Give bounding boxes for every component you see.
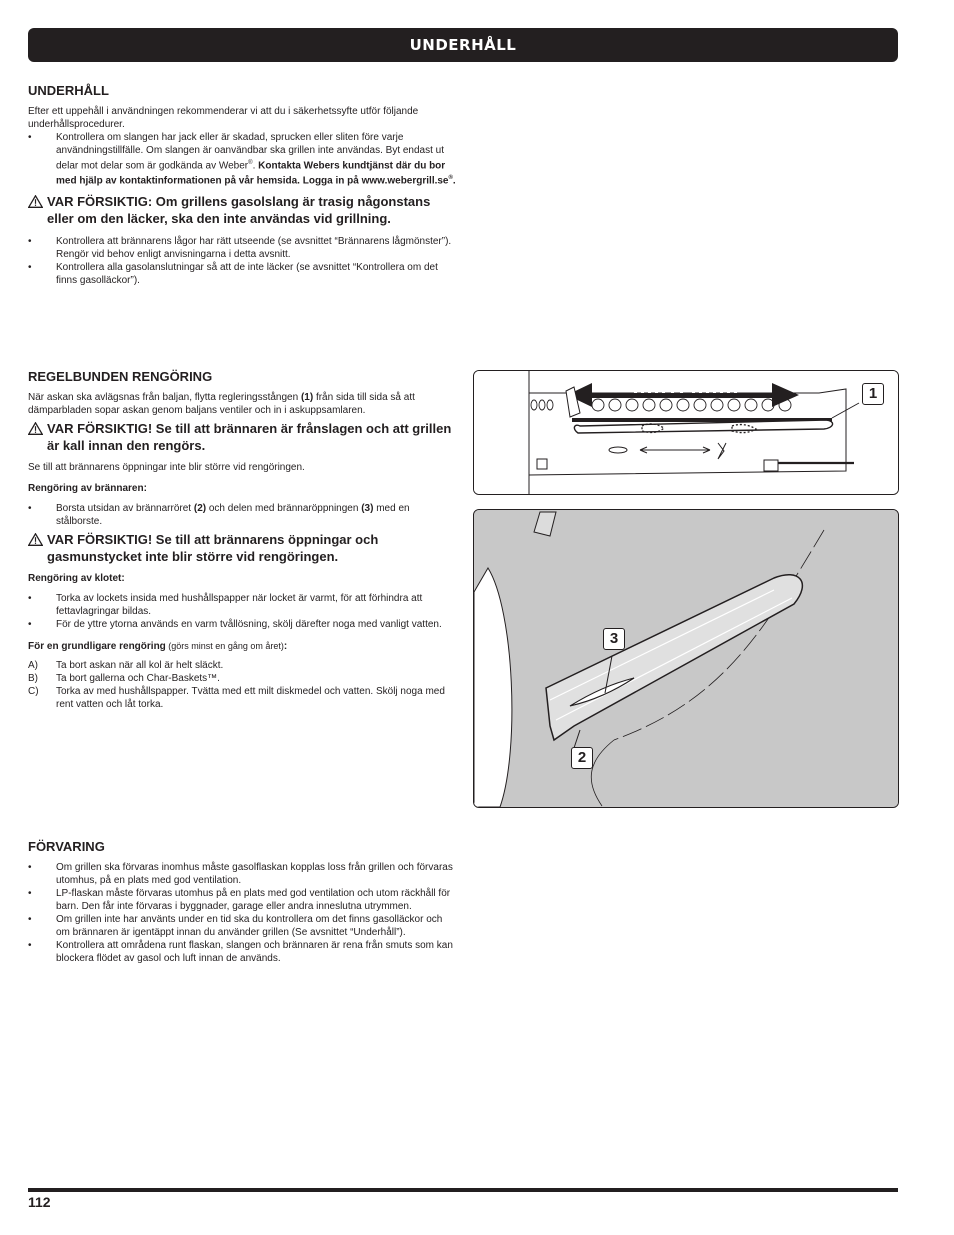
step-letter: B) (28, 673, 38, 684)
list-item: • Kontrollera alla gasolanslutningar så att de inte läcker (se avsnittet “Kontrollera om det finns gasolläckor”). (28, 261, 456, 287)
burner-cleaning-subheading: Rengöring av brännaren: (28, 483, 147, 494)
step-text: Torka av med hushållspapper. Tvätta med ett milt diskmedel och vatten. Skölj noga med rent vatten och låt torka. (56, 686, 445, 710)
step-text: Ta bort gallerna och Char-Baskets™. (56, 673, 220, 684)
callout-3: 3 (603, 628, 625, 650)
cleaning-section (28, 369, 456, 711)
bowl-cleaning-subheading: Rengöring av klotet: (28, 573, 125, 584)
page-number: 112 (28, 1194, 51, 1210)
footer-rule (28, 1188, 898, 1192)
warning-triangle-icon (28, 195, 43, 208)
hose-warning: VAR FÖRSIKTIG: Om grillens gasolslang är trasig någonstans eller om den läcker, ska den inte användas vid grillning. (28, 193, 456, 227)
list-item: • Torka av lockets insida med hushållspapper när locket är varmt, för att förhindra att fettavlagringar bildas. (28, 592, 456, 618)
maintenance-section (28, 83, 456, 287)
callout-2: 2 (571, 747, 593, 769)
storage-heading: FÖRVARING (28, 839, 105, 854)
cleaning-heading: REGELBUNDEN RENGÖRING (28, 369, 213, 384)
maintenance-heading: UNDERHÅLL (28, 83, 109, 98)
maintenance-list (28, 131, 456, 188)
ash-sweep-illustration (474, 371, 898, 494)
list-item: • För de yttre ytorna används en varm tvållösning, skölj därefter noga med vanligt vatten. (28, 618, 456, 631)
maintenance-intro: Efter ett uppehåll i användningen rekommenderar vi att du i säkerhetssyfte utför följande underhållsprocedurer. (28, 106, 419, 130)
list-item: • LP-flaskan måste förvaras utomhus på en plats med god ventilation och utom räckhåll för barn. Den får inte förvaras i byggnader, garage eller andra inneslutna utrymmen. (28, 887, 456, 913)
step-letter: A) (28, 660, 38, 671)
ports-note: Se till att brännarens öppningar inte blir större vid rengöringen. (28, 462, 305, 473)
list-item: • Borsta utsidan av brännarröret (2) och delen med brännaröppningen (3) med en stålborste. (28, 502, 456, 528)
list-item: • Kontrollera att brännarens lågor har rätt utseende (se avsnittet “Brännarens lågmönster”). Rengör vid behov enligt anvisningarna i detta avsnitt. (28, 235, 456, 261)
deep-cleaning-subheading: För en grundligare rengöring (görs minst en gång om året): (28, 641, 288, 652)
ports-warning: VAR FÖRSIKTIG! Se till att brännarens öppningar och gasmunstycket inte blir större vid rengöringen. (28, 531, 456, 565)
list-item: • Om grillen inte har använts under en tid ska du kontrollera om det finns gasolläckor och om brännaren är igentäppt innan du använder grillen (Se avsnittet “Underhåll”). (28, 913, 456, 939)
deep-cleaning-steps (28, 659, 456, 711)
step-letter: C) (28, 686, 39, 697)
step-text: Ta bort askan när all kol är helt släckt. (56, 660, 224, 671)
step-item (28, 685, 456, 711)
page-title: UNDERHÅLL (409, 36, 517, 54)
list-item: • Kontrollera om slangen har jack eller är skadad, sprucken eller sliten före varje användningstillfälle. Om slangen är oanvändbar ska grillen inte användas. Byt endast ut delar mot delar som är godkända av Weber®. Kontakta Webers kundtjänst där du bor med hjälp av kontaktinformationen på vår hemsida. Logga in på www.webergrill.se®. (28, 131, 456, 188)
step-item (28, 672, 456, 685)
maintenance-list-2 (28, 235, 456, 287)
burner-cleaning-list (28, 502, 456, 528)
list-item: • Kontrollera att områdena runt flaskan, slangen och brännaren är rena från smuts som kan blockera flödet av gasol och luft innan de används. (28, 939, 456, 965)
warning-triangle-icon (28, 533, 43, 546)
burner-figure (473, 509, 899, 808)
warning-triangle-icon (28, 422, 43, 435)
burner-off-warning: VAR FÖRSIKTIG! Se till att brännaren är frånslagen och att grillen är kall innan den rengörs. (28, 420, 456, 454)
list-item: • Om grillen ska förvaras inomhus måste gasolflaskan kopplas loss från grillen och förvaras utomhus, på en plats med god ventilation. (28, 861, 456, 887)
section-header-bar (28, 28, 898, 62)
bowl-cleaning-list (28, 592, 456, 631)
ash-sweep-figure (473, 370, 899, 495)
cleaning-intro: När askan ska avlägsnas från baljan, flytta regleringsstången (1) från sida till sida så att dämparbladen sopar askan genom baljans ventiler och in i askuppsamlaren. (28, 392, 415, 416)
burner-illustration (474, 510, 898, 807)
callout-1: 1 (862, 383, 884, 405)
storage-list (28, 861, 456, 965)
storage-section (28, 839, 456, 965)
step-item (28, 659, 456, 672)
